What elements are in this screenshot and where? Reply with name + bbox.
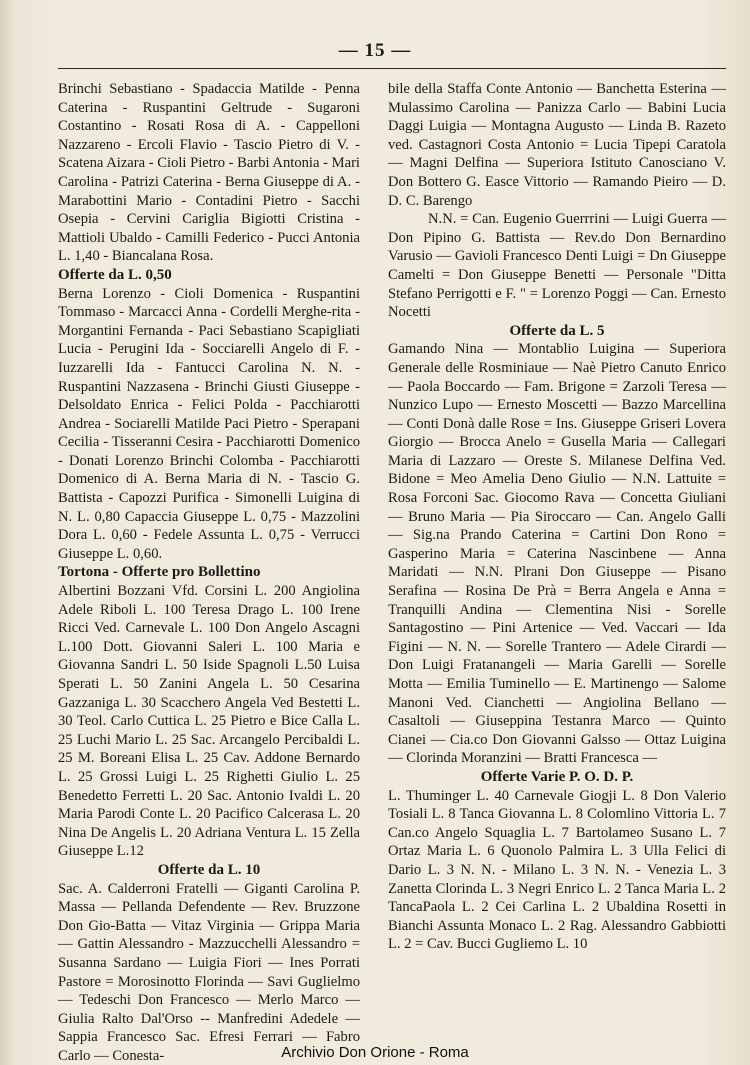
left-paragraph-4: Sac. A. Calderroni Fratelli — Giganti Carolina P. Massa — Pellanda Defendente — Rev. Bruzzone Don Gio-Batta — Vitaz Virginia — Grippa Maria — Gattin Alessandro - Mazzucchelli Alessandro = Susanna Sardano — Luigia Fiori — Ines Porrati Pastore = Morosinotto Florinda — Savi Guglielmo — Tedeschi Don Francesco — Merlo Marco — Giulia Ralto Dal'Orso -- Manfredini Adedele — Sappia Francesco Sac. Efresi Ferrari — Fabro Carlo — Conesta-	[58, 880, 360, 1064]
right-paragraph-4: L. Thuminger L. 40 Carnevale Giogji L. 8 Don Valerio Tosiali L. 8 Tanca Giovanna L. 8 Colomlino Vittoria L. 7 Can.co Angelo Squaglia L. 7 Bartolameo Susano L. 7 Ortaz Maria L. 6 Quonolo Palmira L. 3 Ulla Felici di Dario L. 3 N. N. - Milano L. 3 N. N. - Venezia L. 3 Zanetta Clorinda L. 3 Negri Enrico L. 2 Tanca Maria L. 2 TancaPaola L. 2 Cei Carlina L. 2 Ubaldina Rosetti in Bianchi Assunta Monaco L. 2 Rag. Alessandro Gabbiotti L. 2 = Cav. Bucci Gugliemo L. 10	[388, 787, 726, 953]
right-paragraph-3: Gamando Nina — Montablio Luigina — Superiora Generale delle Rosminiaue — Naè Pietro Canuto Enrico — Paola Boccardo — Fam. Brigone = Zarzoli Teresa — Nunzico Lupo — Ernesto Moscetti — Bazzo Marcellina — Conti Donà dalle Rose = Ins. Giuseppe Griseri Lovera Giorgio — Brocca Anelo = Gusella Maria — Callegari Maria di Lazzaro — Oreste S. Milanese Delfina Ved. Bidone = Meo Amelia Deno Giulio — N.N. Lattuite = Rosa Forconi Sac. Giocomo Rava — Concetta Giuliani — Bruno Maria — Pia Siroccaro — Can. Angelo Galli — Sig.na Prando Caterina = Cartini Don Rono = Gasperino Maria = Caterina Nascinbene — Anna Maridati — N.N. Plrani Don Giuseppe — Pisano Serafina — Rosina De Prà = Berra Angela e Anna = Tranquilli Andina — Clementina Nisi - Sorelle Santagostino — Pini Artenice — Ved. Vaccari — Ida Figini — N. N. — Sorelle Trantero — Adele Cirardi — Don Luigi Fratanangeli — Maria Garelli — Sorelle Motta — Emilia Tuminello — E. Martinengo — Salome Manoni Ved. Cianchetti — Angiolina Bellano — Casaltoli — Giuseppina Testanra Marco — Quinto Cianei — Cia.co Don Giovanni Galsso — Ottaz Luigina — Clorinda Moranzini — Bratti Francesca —	[388, 341, 726, 767]
archive-footer: Archivio Don Orione - Roma	[281, 1044, 469, 1061]
left-heading-offerte-10: Offerte da L. 10	[157, 861, 261, 878]
left-paragraph-1: Brinchi Sebastiano - Spadaccia Matilde - Penna Caterina - Ruspantini Geltrude - Sugaroni Costantino - Rosati Rosa di A. - Cappelloni Nazzareno - Ercoli Flavio - Tascio Pietro di V. - Scatena Aizara - Cioli Pietro - Barbi Antonia - Mari Carolina - Patrizi Caterina - Berna Giuseppe di A. - Marabottini Mario - Contadini Pietro - Sacchi Osepia - Cervini Cariglia Bigiotti Cristina - Mattioli Ubaldo - Camilli Federico - Pucci Antonia L. 1,40 - Biancalana Rosa.	[58, 81, 360, 265]
header-rule	[58, 68, 726, 69]
left-paragraph-2: Berna Lorenzo - Cioli Domenica - Ruspantini Tommaso - Marcacci Anna - Cordelli Merghe-rita - Morgantini Fernanda - Paci Sebastiano Scapigliati Lucia - Perugini Ida - Socciarelli Angelo di F. - Iuzzarelli Ida - Fantucci Carolina N. N. - Ruspantini Nazzasena - Brinchi Giusti Giuseppe - Delsoldato Enrica - Felici Polda - Pacchiarotti Andrea - Sociarelli Matilde Paci Pietro - Sperapani Cecilia - Tisseranni Cesira - Pacchiarotti Domenico - Donati Lorenzo Brinchi Colomba - Pacchiarotti Domenico di A. Berna Maria di N. - Tascio G. Battista - Capozzi Purifica - Simonelli Luigina di N. L. 0,80 Capaccia Giuseppe L. 0,75 - Mazzolini Dora L. 0,60 - Fedele Assunta L. 0,75 - Verrucci Giuseppe L. 0,60.	[58, 285, 360, 562]
left-heading-tortona: Tortona - Offerte pro Bollettino	[58, 564, 261, 581]
right-paragraph-1: bile della Staffa Conte Antonio — Banchetta Esterina — Mulassimo Carolina — Panizza Carlo — Babini Lucia Daggi Luigia — Montagna Augusto — Linda B. Razeto ved. Castagnori Costa Antonio = Lucia Tipepi Caratola — Magni Delfina — Superiora Istituto Canosciano V. Don Bottero G. Easce Vittorio — Ramando Pieiro — D. D. C. Barengo	[388, 81, 726, 209]
right-paragraph-2: N.N. = Can. Eugenio Guerrrini — Luigi Guerra — Don Pipino G. Battista — Rev.do Don Bernardino Varusio — Gavioli Francesco Denti Luigi = Dn Giuseppe Camelti = Don Giuseppe Benetti — Personale "Ditta Stefano Perrigotti e F. " = Lorenzo Poggi — Can. Ernesto Nocetti	[388, 211, 726, 321]
left-heading-offerte-050: Offerte da L. 0,50	[58, 266, 172, 283]
left-paragraph-3: Albertini Bozzani Vfd. Corsini L. 200 Angiolina Adele Riboli L. 100 Teresa Drago L. 100 Irene Ricci Ved. Carnevale L. 100 Don Angelo Ascagni L.100 Dott. Giovanni Saleri L. 100 Maria e Giovanna Sandri L. 50 Iside Spagnoli L.50 Luisa Sperati L. 50 Zanini Angela L. 50 Cesarina Gazzaniga L. 30 Scacchero Angela Ved Bestetti L. 30 Teol. Carlo Cuttica L. 25 Pietro e Bice Calla L. 25 Luchi Mario L. 25 Sac. Arcangelo Percibaldi L. 25 M. Boreani Elisa L. 25 Cav. Addone Bernardo L. 25 Grossi Luigi L. 25 Righetti Giulio L. 25 Benedetto Ferretti L. 20 Sac. Antonio Ivaldi L. 20 Maria Parodi Conte L. 20 Pacifico Calcerasa L. 20 Nina De Angelis L. 20 Adriana Ventura L. 15 Zella Giuseppe L.12	[58, 583, 360, 860]
right-column	[388, 80, 726, 954]
page-number: — 15 —	[338, 40, 412, 61]
right-heading-offerte-varie: Offerte Varie P. O. D. P.	[480, 768, 634, 785]
left-column	[58, 80, 360, 1065]
right-heading-offerte-5: Offerte da L. 5	[509, 322, 605, 339]
